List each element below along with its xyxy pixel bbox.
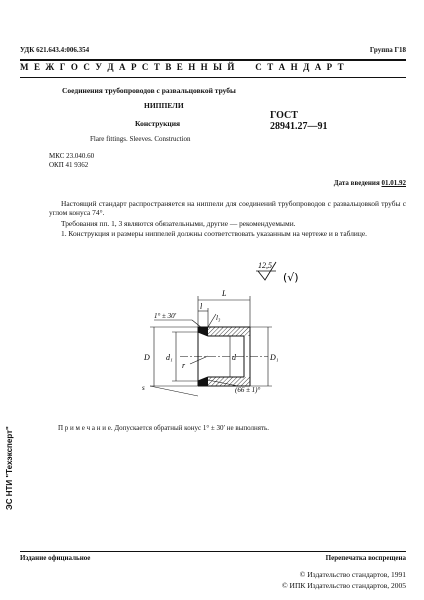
note <box>58 424 269 432</box>
cone-section-top <box>198 327 208 336</box>
dim-L: L <box>222 289 227 298</box>
note-label: П р и м е ч а н и е. <box>58 424 113 432</box>
gost-label: ГОСТ <box>270 110 298 121</box>
title-line2: НИППЕЛИ <box>144 101 184 110</box>
banner-rule <box>20 77 406 78</box>
okp-code: ОКП 41 9362 <box>49 161 89 169</box>
top-rule <box>20 59 406 61</box>
dim-s: s <box>142 384 145 392</box>
intro-date-value: 01.01.92 <box>381 179 406 187</box>
note-text: Допускается обратный конус 1° ± 30′ не выполнять. <box>114 424 269 432</box>
paragraph-construction: 1. Конструкция и размеры ниппелей должны соответствовать указанным на чертеже и в таблице. <box>61 229 367 238</box>
dim-d: d <box>232 353 236 362</box>
official-edition: Издание официальное <box>20 554 91 562</box>
dim-l3: l₃ <box>216 314 221 322</box>
udk-code: УДК 621.643.4:006.354 <box>20 46 90 54</box>
footer-rule <box>20 551 406 552</box>
dim-D1: D₁ <box>270 353 279 362</box>
title-line1: Соединения трубопроводов с развальцовкой трубы <box>62 86 236 95</box>
angle-bottom: (66 ± 1)° <box>235 386 261 394</box>
roughness-symbol <box>256 261 299 284</box>
dim-l: l <box>200 302 203 311</box>
title-english: Flare fittings. Sleeves. Construction <box>90 135 191 143</box>
side-stamp: ЭС НТИ "Техэксперт" <box>5 426 14 510</box>
paragraph-requirements: Требования пп. 1, 3 являются обязательными, другие — рекомендуемыми. <box>61 219 296 228</box>
copyright-2005: © ИПК Издательство стандартов, 2005 <box>281 581 406 590</box>
group-code: Группа Г18 <box>369 46 406 54</box>
copyright-1991: © Издательство стандартов, 1991 <box>299 570 406 579</box>
intro-date <box>334 179 406 187</box>
nipple-drawing <box>120 252 350 412</box>
hatch-top <box>208 327 250 336</box>
dim-D: D <box>144 353 150 362</box>
dim-r: r <box>182 361 186 370</box>
title-line3: Конструкция <box>135 119 181 128</box>
gost-number: 28941.27—91 <box>270 121 328 132</box>
dim-d1: d₁ <box>166 353 173 362</box>
cone-section-bottom <box>198 377 208 386</box>
intro-date-label: Дата введения <box>333 179 380 187</box>
mks-code: МКС 23.040.60 <box>49 152 95 160</box>
interstate-standard-banner: М Е Ж Г О С У Д А Р С Т В Е Н Н Ы Й С Т А Н Д А Р Т <box>20 62 346 72</box>
reprint-prohibited: Перепечатка воспрещена <box>325 554 406 562</box>
paragraph-scope: Настоящий стандарт распространяется на ниппели для соединений трубопроводов с развальцовкой трубы с углом конуса 74°. <box>49 199 406 218</box>
roughness-alt: (√) <box>283 271 299 284</box>
roughness-value: 12,5 <box>258 261 272 270</box>
angle-top: 1° ± 30′ <box>154 312 177 320</box>
